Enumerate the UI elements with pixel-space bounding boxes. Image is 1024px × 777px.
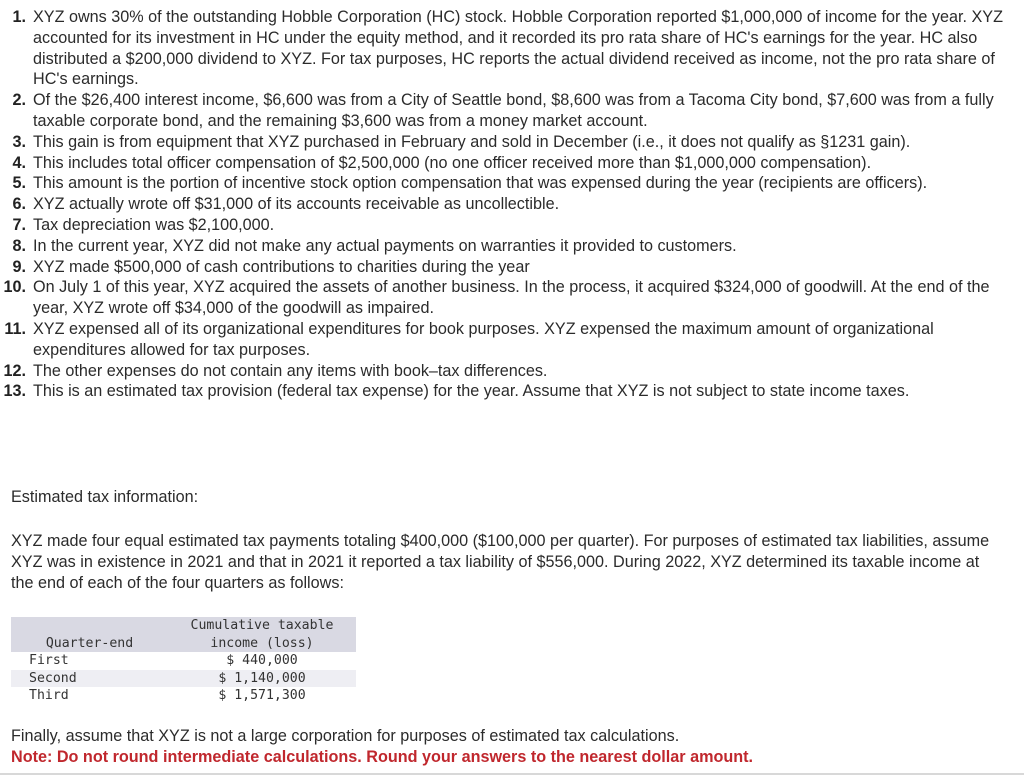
table-header-row: [11, 617, 356, 652]
footnote-number: 8.: [12, 236, 26, 255]
footnote-item: [0, 257, 1008, 278]
footnote-number: 13.: [3, 382, 26, 401]
footnote-item: [0, 215, 1008, 236]
footnote-text: This includes total officer compensation of $2,500,000 (no one officer received more than $1,000,000 compensation).: [33, 153, 872, 172]
footnote-item: [0, 194, 1008, 215]
footnote-text: The other expenses do not contain any items with book–tax differences.: [33, 361, 548, 380]
footnote-text: In the current year, XYZ did not make any actual payments on warranties it provided to customers.: [33, 236, 737, 255]
final-assumption-text: Finally, assume that XYZ is not a large corporation for purposes of estimated tax calculations.: [11, 727, 680, 745]
footnote-text: XYZ actually wrote off $31,000 of its accounts receivable as uncollectible.: [33, 195, 560, 214]
table-row: [11, 687, 356, 705]
estimated-tax-paragraph: XYZ made four equal estimated tax payments totaling $400,000 ($100,000 per quarter). For purposes of estimated tax liabilities, assume XYZ was in existence in 2021 and that in 2021 it reported a tax liability of $556,000. During 2022, XYZ determined its taxable income at the end of each of the four quarters as follows:: [11, 532, 990, 592]
footnote-number: 1.: [12, 8, 26, 26]
footnote-text: Tax depreciation was $2,100,000.: [33, 215, 275, 234]
footnote-item: [0, 132, 1008, 153]
section-label: Estimated tax information:: [11, 488, 199, 506]
col-header-income-text: Cumulative taxable income (loss): [190, 618, 334, 651]
rounding-note: Note: Do not round intermediate calculations. Round your answers to the nearest dollar amount.: [11, 748, 754, 766]
footnote-text: XYZ expensed all of its organizational expenditures for book purposes. XYZ expensed the maximum amount of organizational expenditures allowed for tax purposes.: [33, 319, 934, 359]
footnote-number: 7.: [12, 215, 26, 234]
footnote-number: 11.: [4, 319, 26, 338]
income-cell: $ 1,571,300: [218, 688, 306, 703]
footnote-text: This gain is from equipment that XYZ purchased in February and sold in December (i.e., it does not qualify as §1231 gain).: [33, 132, 911, 151]
footnote-text: This amount is the portion of incentive stock option compensation that was expensed during the year (recipients are officers).: [33, 174, 928, 193]
table-row: [11, 652, 356, 670]
footnote-item: [0, 173, 1008, 194]
footnote-number: 10.: [3, 278, 26, 297]
footnote-item: [0, 153, 1008, 174]
footnote-item: [0, 277, 1008, 319]
footnote-item: [0, 7, 1008, 90]
footnote-number: 12.: [3, 361, 26, 380]
footnote-number: 6.: [12, 195, 26, 214]
bottom-divider: [0, 773, 1024, 775]
footnote-text: Of the $26,400 interest income, $6,600 was from a City of Seattle bond, $8,600 was from a Tacoma City bond, $7,600 was from a fully taxable corporate bond, and the remaining $3,600 was from a money market account.: [33, 91, 994, 130]
footnote-text: XYZ owns 30% of the outstanding Hobble Corporation (HC) stock. Hobble Corporation reported $1,000,000 of income for the year. XYZ accounted for its investment in HC under the equity method, and it recorded its pro rata share of HC's earnings for the year. HC also distributed a $200,000 dividend to XYZ. For tax purposes, HC reports the actual dividend received as income, not the pro rata share of HC's earnings.: [33, 8, 1003, 89]
quarter-cell: Third: [29, 688, 69, 703]
quarter-cell: First: [29, 653, 69, 668]
footnote-text: On July 1 of this year, XYZ acquired the assets of another business. In the process, it acquired $324,000 of goodwill. At the end of the year, XYZ wrote off $34,000 of the goodwill as impaired.: [33, 278, 990, 318]
footnote-number: 4.: [12, 153, 26, 172]
quarter-income-table: [11, 617, 356, 705]
income-cell: $ 1,140,000: [168, 670, 356, 688]
footnote-item: [0, 381, 1008, 402]
footnote-number: 3.: [12, 132, 26, 151]
col-header-quarter: Quarter-end: [11, 617, 168, 652]
footnote-item: [0, 236, 1008, 257]
footnote-text: This is an estimated tax provision (federal tax expense) for the year. Assume that XYZ is not subject to state income taxes.: [33, 382, 910, 401]
footnote-number: 5.: [12, 174, 26, 193]
col-header-income: [168, 617, 356, 652]
footnote-number: 2.: [12, 91, 26, 110]
footnote-number: 9.: [12, 257, 26, 276]
footnote-item: [0, 319, 1008, 361]
table-row: [11, 670, 356, 688]
quarter-cell: Second: [11, 670, 168, 688]
footnote-text: XYZ made $500,000 of cash contributions to charities during the year: [33, 257, 530, 276]
income-cell: $ 440,000: [226, 653, 298, 668]
footnote-item: [0, 361, 1008, 382]
footnote-list: [0, 7, 1008, 402]
footnote-item: [0, 90, 1008, 132]
